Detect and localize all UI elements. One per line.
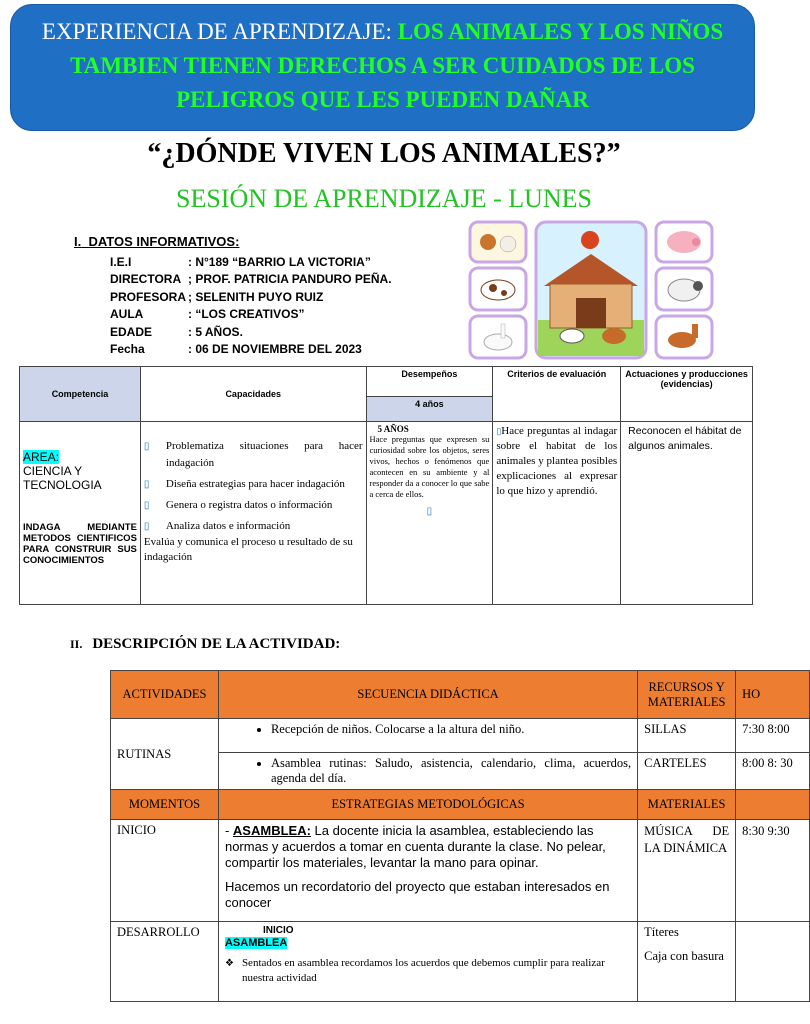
datos-heading-text: DATOS INFORMATIVOS:	[88, 234, 240, 249]
competencia-cell	[20, 422, 141, 605]
bullet-icon: ▯	[426, 506, 433, 517]
capacidad-text: Genera o registra datos o información	[165, 499, 333, 511]
th-capacidades: Capacidades	[140, 367, 366, 422]
datos-row	[74, 253, 448, 271]
th-hora-blank	[736, 790, 810, 820]
datos-key: Fecha	[110, 342, 145, 357]
desarrollo-hora	[736, 922, 810, 1002]
datos-value: ; PROF. PATRICIA PANDURO PEÑA.	[188, 272, 392, 287]
desempeno-cell	[366, 422, 493, 605]
asamblea-label: ASAMBLEA:	[232, 823, 311, 838]
datos-value: : 5 AÑOS.	[188, 324, 243, 339]
inicio-label: INICIO	[111, 820, 219, 922]
desempeno-title: 5 AÑOS	[377, 424, 409, 434]
th-estrategias: ESTRATEGIAS METODOLÓGICAS	[218, 790, 637, 820]
th-recursos: RECURSOS Y MATERIALES	[638, 671, 736, 719]
datos-row	[74, 341, 448, 359]
farm-illustration-svg	[468, 220, 714, 360]
datos-heading	[74, 234, 448, 249]
page-title: “¿DÓNDE VIVEN LOS ANIMALES?”	[147, 138, 621, 169]
actividad-table	[110, 670, 810, 1002]
competencias-table	[19, 366, 753, 605]
datos-heading-num: I.	[74, 234, 82, 249]
bullet-icon: ▯	[496, 426, 502, 436]
capacidad-text: Diseña estrategias para hacer indagación	[165, 478, 345, 490]
datos-informativos	[74, 234, 448, 358]
rutina-1-text: • Recepción de niños. Colocarse a la altura del niño.	[271, 722, 631, 737]
datos-row	[74, 288, 448, 306]
desempeno-text: Hace preguntas que expresen su curiosidad sobre los objetos, seres vivos, hechos o fenómenos que acontecen en su ambiente y al responder da a conocer lo que sabe a cerca de ellos.	[369, 434, 490, 499]
banner-lead: EXPERIENCIA DE APRENDIZAJE:	[41, 19, 398, 44]
bullet-icon: ▯	[143, 521, 150, 532]
capacidad-item	[144, 476, 363, 493]
section-2-num: II.	[70, 637, 83, 651]
capacidad-item	[144, 438, 363, 472]
desarrollo-label: DESARROLLO	[111, 922, 219, 1002]
bullet-icon: ▯	[143, 479, 150, 490]
th-criterios: Criterios de evaluación	[493, 367, 621, 422]
desarrollo-asamblea-label: ASAMBLEA	[224, 937, 288, 949]
datos-value: : N°189 “BARRIO LA VICTORIA”	[188, 254, 371, 269]
section-2-heading	[70, 636, 340, 653]
desarrollo-recurso-2: Caja con basura	[644, 949, 724, 963]
asamblea-text: La docente inicia la asamblea, estableciendo las normas y acuerdos a tomar en cuenta durante la clase. No pelear, compartir los materiales, levantar la mano para opinar.	[224, 823, 606, 870]
bullet-icon: ▯	[143, 500, 150, 511]
area-value: CIENCIA Y TECNOLOGIA	[23, 464, 102, 492]
rutina-1-hora: 7:30 8:00	[736, 719, 810, 753]
desarrollo-item	[225, 956, 631, 986]
diamond-bullet-icon: ❖	[224, 958, 234, 969]
capacidad-text: Problematiza situaciones para hacer indagación	[165, 440, 363, 469]
experience-banner	[10, 4, 755, 131]
datos-value: : “LOS CREATIVOS”	[188, 307, 305, 322]
session-subtitle: SESIÓN DE APRENDIZAJE - LUNES	[176, 184, 592, 213]
datos-key: AULA	[110, 307, 144, 322]
criterio-cell	[493, 422, 621, 605]
capacidad-item	[144, 518, 363, 535]
banner-highlight: LOS ANIMALES Y LOS NIÑOS TAMBIEN TIENEN DERECHOS A SER CUIDADOS DE LOS PELIGROS QUE LES PUEDEN DAÑAR	[70, 19, 724, 112]
th-age: 4 años	[366, 396, 493, 421]
rutina-2-cell	[218, 753, 637, 790]
actividad-table-wrap	[110, 670, 793, 1004]
th-actuaciones: Actuaciones y producciones (evidencias)	[621, 367, 753, 422]
actuacion-text: Reconocen el hábitat de algunos animales.	[628, 425, 742, 452]
capacidades-cell	[140, 422, 366, 605]
datos-key: I.E.I	[110, 254, 132, 269]
inicio-hora: 8:30 9:30	[736, 820, 810, 922]
datos-key: DIRECTORA	[110, 272, 182, 287]
actuacion-cell	[621, 422, 753, 605]
competencia-text: INDAGA MEDIANTE METODOS CIENTIFICOS PARA CONSTRUIR SUS CONOCIMIENTOS	[23, 522, 137, 566]
criterio-text: Hace preguntas al indagar sobre el habitat de los animales y plantea posibles explicaciones al expresar lo que hizo y aprendió.	[496, 425, 618, 497]
rutina-2-hora: 8:00 8: 30	[736, 753, 810, 790]
desarrollo-cell	[218, 922, 637, 1002]
farm-animals-illustration	[468, 220, 714, 360]
area-label: AREA:	[23, 450, 60, 464]
recordatorio-text: Hacemos un recordatorio del proyecto que estaban interesados en conocer	[224, 879, 610, 910]
inicio-cell	[218, 820, 637, 922]
rutina-2-recurso: CARTELES	[638, 753, 736, 790]
desarrollo-text: Sentados en asamblea recordamos los acuerdos que debemos cumplir para realizar nuestra actividad	[241, 957, 605, 984]
asamblea-paragraph	[225, 823, 631, 871]
capacidad-text: Analiza datos e información	[165, 520, 291, 532]
datos-key: EDADE	[110, 324, 153, 339]
th-secuencia: SECUENCIA DIDÁCTICA	[218, 671, 637, 719]
datos-value: ; SELENITH PUYO RUIZ	[188, 289, 324, 304]
capacidad-last: Evalúa y comunica el proceso u resultado de su indagación	[143, 536, 353, 563]
th-hora: HO	[736, 671, 810, 719]
bullet-icon: ▯	[143, 441, 150, 452]
th-desempenos: Desempeños	[366, 367, 493, 397]
desarrollo-inicio: INICIO	[262, 925, 294, 936]
desarrollo-recurso	[638, 922, 736, 1002]
rutina-1-cell	[218, 719, 637, 753]
capacidad-item	[144, 497, 363, 514]
chickens-tile	[470, 222, 526, 262]
datos-row	[74, 306, 448, 324]
desarrollo-recurso-1: Títeres	[644, 925, 679, 939]
datos-row	[74, 271, 448, 289]
rutina-2-text: • Asamblea rutinas: Saludo, asistencia, calendario, clima, acuerdos, agenda del día.	[271, 756, 631, 786]
datos-row	[74, 323, 448, 341]
rutinas-label: RUTINAS	[111, 719, 219, 790]
datos-key: PROFESORA	[110, 289, 187, 304]
asamblea-prefix: -	[224, 823, 233, 838]
th-materiales: MATERIALES	[638, 790, 736, 820]
th-competencia: Competencia	[20, 367, 141, 422]
section-2-title: DESCRIPCIÓN DE LA ACTIVIDAD:	[92, 636, 341, 652]
datos-value: : 06 DE NOVIEMBRE DEL 2023	[188, 342, 362, 357]
th-actividades: ACTIVIDADES	[111, 671, 219, 719]
inicio-recurso: MÚSICA DE LA DINÁMICA	[638, 820, 736, 922]
rutina-1-recurso: SILLAS	[638, 719, 736, 753]
th-momentos: MOMENTOS	[111, 790, 219, 820]
